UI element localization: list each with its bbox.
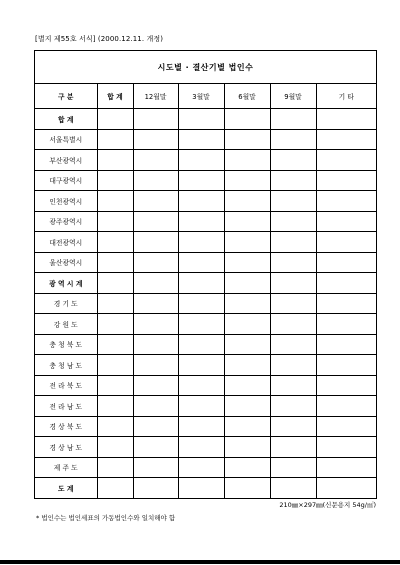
data-cell	[224, 170, 270, 191]
data-cell	[133, 355, 178, 376]
data-cell	[316, 170, 376, 191]
data-cell	[270, 416, 316, 437]
data-cell	[133, 437, 178, 458]
data-cell	[224, 273, 270, 294]
data-cell	[133, 129, 178, 150]
data-cell	[316, 355, 376, 376]
data-cell	[316, 334, 376, 355]
row-label: 인천광역시	[35, 191, 97, 212]
data-cell	[178, 396, 224, 417]
data-cell	[316, 314, 376, 335]
row-label: 대전광역시	[35, 232, 97, 253]
table-row	[35, 314, 376, 335]
data-cell	[178, 334, 224, 355]
table-row	[35, 457, 376, 478]
data-cell	[316, 396, 376, 417]
table-row	[35, 211, 376, 232]
table-row	[35, 396, 376, 417]
row-label: 경 상 남 도	[35, 437, 97, 458]
row-label: 울산광역시	[35, 252, 97, 273]
data-cell	[224, 375, 270, 396]
data-cell	[178, 109, 224, 130]
data-cell	[224, 314, 270, 335]
data-cell	[97, 109, 133, 130]
data-cell	[178, 191, 224, 212]
data-cell	[316, 129, 376, 150]
data-cell	[316, 150, 376, 171]
column-header-other: 기 타	[316, 84, 376, 109]
data-cell	[178, 437, 224, 458]
row-label: 경 기 도	[35, 293, 97, 314]
data-cell	[178, 232, 224, 253]
paper-size-note: 210㎜×297㎜(신문용지 54g/㎡)	[279, 501, 376, 509]
data-cell	[270, 375, 316, 396]
data-cell	[270, 437, 316, 458]
data-cell	[178, 375, 224, 396]
data-cell	[224, 232, 270, 253]
row-label: 충 청 북 도	[35, 334, 97, 355]
data-cell	[178, 293, 224, 314]
data-cell	[133, 170, 178, 191]
table-row	[35, 170, 376, 191]
form-number-note: [별지 제55호 서식] (2000.12.11. 개정)	[35, 35, 164, 43]
data-cell	[133, 314, 178, 335]
data-cell	[224, 191, 270, 212]
table-row	[35, 355, 376, 376]
table-row	[35, 375, 376, 396]
data-cell	[97, 314, 133, 335]
data-cell	[97, 252, 133, 273]
data-cell	[133, 273, 178, 294]
data-cell	[316, 478, 376, 498]
data-cell	[316, 252, 376, 273]
data-cell	[133, 293, 178, 314]
data-cell	[224, 355, 270, 376]
table-row	[35, 109, 376, 130]
data-cell	[224, 416, 270, 437]
data-cell	[270, 150, 316, 171]
table-row	[35, 334, 376, 355]
data-cell	[270, 232, 316, 253]
data-cell	[224, 129, 270, 150]
row-label: 전 라 북 도	[35, 375, 97, 396]
data-cell	[270, 109, 316, 130]
column-header-june: 6월말	[224, 84, 270, 109]
row-label: 경 상 북 도	[35, 416, 97, 437]
data-cell	[97, 129, 133, 150]
data-cell	[133, 232, 178, 253]
data-cell	[270, 355, 316, 376]
row-label: 서울특별시	[35, 129, 97, 150]
table-row	[35, 252, 376, 273]
data-cell	[270, 478, 316, 498]
table-row	[35, 191, 376, 212]
data-cell	[133, 150, 178, 171]
data-cell	[224, 211, 270, 232]
data-cell	[178, 457, 224, 478]
column-header-row	[35, 84, 376, 109]
form-title: 시도별 · 결산기별 법인수	[35, 51, 376, 84]
data-cell	[178, 416, 224, 437]
column-header-category: 구 분	[35, 84, 97, 109]
data-cell	[224, 396, 270, 417]
data-cell	[97, 478, 133, 498]
data-cell	[133, 416, 178, 437]
data-cell	[133, 109, 178, 130]
data-cell	[270, 129, 316, 150]
table-row	[35, 129, 376, 150]
row-label: 부산광역시	[35, 150, 97, 171]
data-cell	[178, 150, 224, 171]
data-cell	[178, 170, 224, 191]
data-cell	[178, 355, 224, 376]
column-header-december: 12월말	[133, 84, 178, 109]
data-cell	[224, 293, 270, 314]
table-row	[35, 232, 376, 253]
data-cell	[224, 252, 270, 273]
data-cell	[270, 396, 316, 417]
form-table	[34, 50, 377, 499]
data-cell	[316, 375, 376, 396]
row-label: 전 라 남 도	[35, 396, 97, 417]
data-cell	[97, 355, 133, 376]
table-row	[35, 293, 376, 314]
row-label: 대구광역시	[35, 170, 97, 191]
data-cell	[133, 375, 178, 396]
row-label: 광 역 시 계	[35, 273, 97, 294]
table-row	[35, 273, 376, 294]
row-label: 제 주 도	[35, 457, 97, 478]
row-label: 합 계	[35, 109, 97, 130]
data-cell	[97, 191, 133, 212]
data-cell	[316, 457, 376, 478]
stats-table	[35, 84, 376, 498]
row-label: 충 청 남 도	[35, 355, 97, 376]
data-cell	[133, 252, 178, 273]
data-cell	[133, 457, 178, 478]
data-cell	[178, 211, 224, 232]
data-cell	[316, 437, 376, 458]
data-cell	[97, 416, 133, 437]
data-cell	[316, 416, 376, 437]
table-row	[35, 150, 376, 171]
row-label: 광주광역시	[35, 211, 97, 232]
table-row	[35, 416, 376, 437]
table-row	[35, 437, 376, 458]
data-cell	[270, 314, 316, 335]
data-cell	[270, 293, 316, 314]
data-cell	[178, 252, 224, 273]
data-cell	[97, 375, 133, 396]
data-cell	[97, 396, 133, 417]
column-header-march: 3월말	[178, 84, 224, 109]
data-cell	[270, 334, 316, 355]
data-cell	[97, 170, 133, 191]
data-cell	[178, 129, 224, 150]
data-cell	[224, 478, 270, 498]
data-cell	[270, 457, 316, 478]
data-cell	[316, 293, 376, 314]
data-cell	[178, 478, 224, 498]
data-cell	[316, 232, 376, 253]
data-cell	[133, 211, 178, 232]
data-cell	[133, 396, 178, 417]
data-cell	[97, 334, 133, 355]
data-cell	[316, 273, 376, 294]
table-row	[35, 478, 376, 498]
data-cell	[316, 211, 376, 232]
data-cell	[97, 150, 133, 171]
data-cell	[224, 109, 270, 130]
data-cell	[97, 457, 133, 478]
column-header-september: 9월말	[270, 84, 316, 109]
data-cell	[178, 273, 224, 294]
data-cell	[270, 191, 316, 212]
data-cell	[270, 211, 316, 232]
data-cell	[270, 170, 316, 191]
data-cell	[316, 191, 376, 212]
data-cell	[224, 334, 270, 355]
data-cell	[270, 273, 316, 294]
data-cell	[97, 273, 133, 294]
data-cell	[97, 211, 133, 232]
page-bottom-rule	[0, 560, 400, 564]
data-cell	[224, 457, 270, 478]
data-cell	[224, 150, 270, 171]
data-cell	[133, 334, 178, 355]
data-cell	[270, 252, 316, 273]
data-cell	[133, 478, 178, 498]
data-cell	[133, 191, 178, 212]
row-label: 도 계	[35, 478, 97, 498]
data-cell	[97, 232, 133, 253]
data-cell	[316, 109, 376, 130]
data-cell	[97, 293, 133, 314]
row-label: 강 원 도	[35, 314, 97, 335]
data-cell	[178, 314, 224, 335]
footnote: * 법인수는 법인세표의 가동법인수와 일치해야 함	[36, 514, 176, 522]
column-header-total: 합 계	[97, 84, 133, 109]
data-cell	[224, 437, 270, 458]
data-cell	[97, 437, 133, 458]
